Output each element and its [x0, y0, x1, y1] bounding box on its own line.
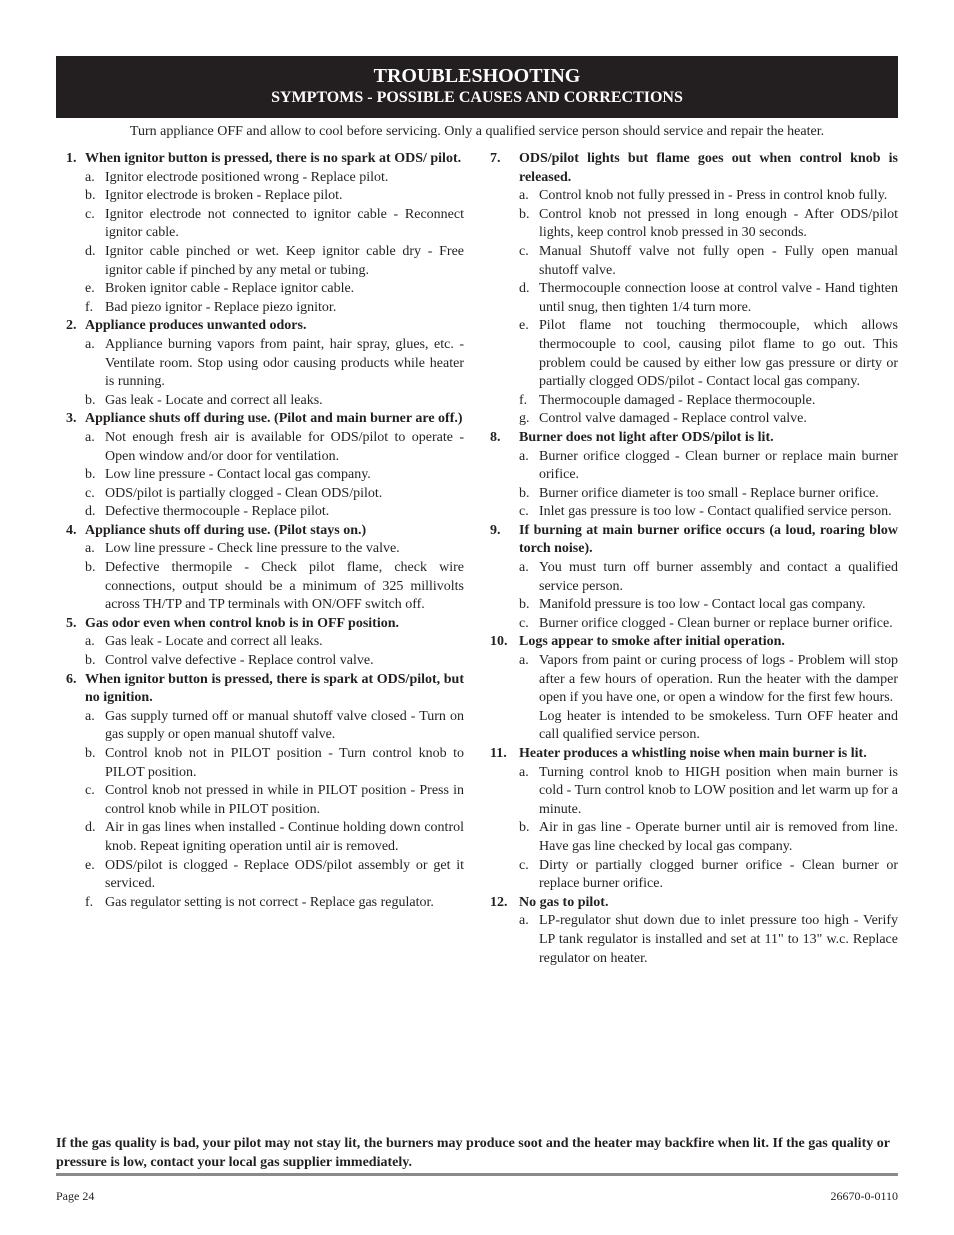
troubleshooting-section [56, 522, 464, 615]
item-text: Manifold pressure is too low - Contact local gas company. [539, 597, 866, 613]
item-letter: d. [85, 243, 96, 259]
section-number: 12. [490, 894, 508, 910]
cause-correction-item [85, 559, 464, 615]
item-text: Thermocouple connection loose at control valve - Hand tighten until snug, then tighten 1/4 turn more. [539, 281, 898, 315]
symptom-title: ODS/pilot lights but flame goes out when control knob is released. [519, 151, 898, 185]
cause-correction-item [519, 596, 898, 615]
troubleshooting-section [56, 317, 464, 410]
item-text: Gas leak - Locate and correct all leaks. [105, 634, 323, 650]
troubleshooting-section [490, 429, 898, 522]
section-number: 4. [66, 522, 77, 538]
cause-correction-item [85, 169, 464, 188]
cause-correction-item [519, 559, 898, 596]
item-text: Control knob not pressed in while in PILOT position - Press in control knob while in PILOT position. [105, 783, 464, 817]
item-letter: d. [519, 281, 530, 297]
cause-correction-item [519, 392, 898, 411]
item-text: Ignitor cable pinched or wet. Keep ignitor cable dry - Free ignitor cable if pinched by any metal or tubing. [105, 243, 464, 278]
item-text: Appliance burning vapors from paint, hair spray, glues, etc. - Ventilate room. Stop using odor causing products while heater is running. [105, 336, 464, 390]
section-number: 2. [66, 318, 77, 334]
page-title: TROUBLESHOOTING [373, 65, 581, 87]
item-text: Control valve damaged - Replace control valve. [539, 411, 807, 427]
section-number: 7. [490, 151, 501, 166]
cause-correction-item [519, 912, 898, 968]
cause-correction-item [519, 857, 898, 894]
cause-correction-item [85, 280, 464, 299]
cause-correction-item [519, 410, 898, 429]
item-text: Burner orifice clogged - Clean burner or replace burner orifice. [539, 615, 893, 631]
item-letter: b. [519, 485, 530, 501]
item-text: Low line pressure - Contact local gas company. [105, 467, 371, 483]
symptom-title: No gas to pilot. [519, 894, 609, 910]
troubleshooting-section [56, 671, 464, 913]
cause-correction-item [85, 652, 464, 671]
cause-correction-item [85, 540, 464, 559]
section-number: 3. [66, 411, 77, 427]
item-letter: a. [85, 429, 95, 445]
page-subtitle: SYMPTOMS - POSSIBLE CAUSES AND CORRECTIONS [271, 89, 683, 106]
troubleshooting-section [56, 615, 464, 671]
item-letter: c. [519, 243, 529, 259]
item-text: Inlet gas pressure is too low - Contact qualified service person. [539, 504, 892, 520]
item-letter: a. [85, 634, 95, 650]
symptom-title: Burner does not light after ODS/pilot is lit. [519, 429, 774, 445]
section-number: 5. [66, 615, 77, 631]
cause-correction-item [519, 206, 898, 243]
item-letter: a. [85, 541, 95, 557]
item-text: Low line pressure - Check line pressure to the valve. [105, 541, 400, 557]
item-letter: b. [519, 597, 530, 613]
item-letter: c. [519, 504, 529, 520]
cause-correction-item [519, 187, 898, 206]
item-letter: a. [85, 336, 95, 352]
footer-divider [56, 1173, 898, 1176]
section-number: 11. [490, 746, 507, 761]
item-text: Gas supply turned off or manual shutoff valve closed - Turn on gas supply or open manual shutoff valve. [105, 708, 464, 743]
item-letter: e. [85, 281, 95, 297]
troubleshooting-section [56, 410, 464, 522]
cause-correction-item [85, 336, 464, 392]
item-letter: b. [85, 392, 96, 408]
item-letter: b. [85, 560, 96, 576]
section-number: 8. [490, 429, 501, 445]
cause-correction-item [85, 857, 464, 894]
section-number: 1. [66, 151, 77, 166]
item-text: Burner orifice diameter is too small - Replace burner orifice. [539, 485, 879, 501]
page-header [56, 56, 898, 118]
cause-correction-item [85, 187, 464, 206]
item-letter: d. [85, 504, 96, 520]
cause-correction-item [85, 782, 464, 819]
item-letter: b. [85, 746, 96, 761]
troubleshooting-section [490, 150, 898, 429]
intro-text: Turn appliance OFF and allow to cool before servicing. Only a qualified service person should service and repair the heater. [129, 124, 825, 139]
item-text: Gas regulator setting is not correct - Replace gas regulator. [105, 894, 434, 910]
item-text: Manual Shutoff valve not fully open - Fully open manual shutoff valve. [539, 243, 898, 278]
cause-correction-item [519, 819, 898, 856]
item-letter: b. [519, 820, 530, 836]
cause-correction-item [85, 745, 464, 782]
troubleshooting-section [490, 522, 898, 634]
item-letter: a. [519, 913, 529, 929]
troubleshooting-section [490, 745, 898, 894]
item-text: Ignitor electrode positioned wrong - Replace pilot. [105, 169, 389, 185]
cause-correction-item [519, 317, 898, 391]
item-text: Control knob not pressed in long enough - After ODS/pilot lights, keep control knob pressed in 30 seconds. [539, 206, 898, 241]
section-number: 9. [490, 522, 501, 538]
item-letter: d. [85, 820, 96, 836]
item-letter: a. [85, 169, 95, 185]
symptom-title: Appliance produces unwanted odors. [85, 318, 307, 334]
section-number: 10. [490, 634, 508, 650]
symptom-title: When ignitor button is pressed, there is spark at ODS/pilot, but no ignition. [85, 671, 464, 706]
section-number: 6. [66, 671, 77, 687]
symptom-title: When ignitor button is pressed, there is no spark at ODS/ pilot. [85, 151, 462, 166]
item-text: You must turn off burner assembly and contact a qualified service person. [539, 560, 898, 594]
cause-correction-item [85, 466, 464, 485]
item-text: Air in gas lines when installed - Continue holding down control knob. Repeat igniting operation until air is removed. [105, 820, 464, 854]
item-letter: a. [519, 764, 529, 780]
item-text: Turning control knob to HIGH position when main burner is cold - Turn control knob to LOW position and let warm up for a minute. [539, 764, 898, 817]
item-letter: b. [85, 467, 96, 483]
symptom-title: If burning at main burner orifice occurs (a loud, roaring blow torch noise). [519, 522, 898, 557]
item-note: Log heater is intended to be smokeless. Turn OFF heater and call qualified service person. [539, 708, 898, 743]
item-letter: b. [85, 188, 96, 204]
cause-correction-item [85, 894, 464, 913]
item-letter: c. [85, 485, 95, 501]
item-letter: a. [519, 560, 529, 576]
cause-correction-item [85, 485, 464, 504]
item-text: Dirty or partially clogged burner orifice - Clean burner or replace burner orifice. [539, 857, 898, 892]
cause-correction-item [519, 764, 898, 820]
item-text: Ignitor electrode not connected to ignitor cable - Reconnect ignitor cable. [105, 206, 464, 241]
item-text: Vapors from paint or curing process of logs - Problem will stop after a few hours of operation. Run the heater with the damper open if you have one, or open a window for the first few hours. [539, 653, 898, 706]
symptom-title: Gas odor even when control knob is in OFF position. [85, 615, 400, 631]
item-letter: a. [519, 448, 529, 464]
cause-correction-item [85, 503, 464, 522]
item-letter: c. [519, 857, 529, 873]
item-letter: f. [85, 894, 94, 910]
item-text: Control knob not fully pressed in - Press in control knob fully. [539, 188, 888, 204]
cause-correction-item [519, 280, 898, 317]
troubleshooting-section [490, 633, 898, 745]
cause-correction-item [519, 615, 898, 634]
item-text: Bad piezo ignitor - Replace piezo ignitor. [105, 299, 337, 315]
cause-correction-item [519, 503, 898, 522]
cause-correction-item [85, 819, 464, 856]
item-letter: a. [519, 188, 529, 204]
item-text: Defective thermopile - Check pilot flame, check wire connections, output should be a minimum of 325 millivolts across TH/TP and TP terminals with ON/OFF switch off. [105, 560, 464, 613]
item-text: Defective thermocouple - Replace pilot. [105, 504, 330, 520]
symptom-title: Appliance shuts off during use. (Pilot and main burner are off.) [85, 411, 463, 427]
symptom-title: Appliance shuts off during use. (Pilot stays on.) [85, 522, 367, 538]
item-text: LP-regulator shut down due to inlet pressure too high - Verify LP tank regulator is installed and set at 11" to 13" w.c. Replace regulator on heater. [539, 913, 898, 966]
cause-correction-item [519, 652, 898, 745]
item-text: ODS/pilot is partially clogged - Clean ODS/pilot. [105, 485, 383, 501]
item-text: Not enough fresh air is available for ODS/pilot to operate - Open window and/or door for ventilation. [105, 429, 464, 464]
item-letter: e. [85, 857, 95, 873]
item-text: Control knob not in PILOT position - Turn control knob to PILOT position. [105, 746, 464, 780]
item-text: ODS/pilot is clogged - Replace ODS/pilot assembly or get it serviced. [105, 857, 464, 892]
cause-correction-item [85, 392, 464, 411]
item-letter: c. [519, 615, 529, 631]
item-letter: b. [85, 653, 96, 669]
item-letter: c. [85, 206, 95, 222]
item-letter: c. [85, 783, 95, 799]
cause-correction-item [519, 485, 898, 504]
troubleshooting-section [490, 894, 898, 968]
left-column [56, 150, 464, 912]
item-letter: a. [519, 653, 529, 669]
symptom-title: Logs appear to smoke after initial operation. [519, 634, 785, 650]
item-letter: f. [85, 299, 94, 315]
page-number: Page 24 [56, 1189, 95, 1203]
item-text: Air in gas line - Operate burner until air is removed from line. Have gas line checked by local gas company. [539, 820, 898, 854]
item-letter: a. [85, 708, 95, 724]
troubleshooting-section [56, 150, 464, 317]
symptom-title: Heater produces a whistling noise when main burner is lit. [519, 746, 867, 761]
item-text: Control valve defective - Replace control valve. [105, 653, 374, 669]
cause-correction-item [85, 633, 464, 652]
cause-correction-item [85, 206, 464, 243]
document-number: 26670-0-0110 [830, 1189, 898, 1203]
item-text: Ignitor electrode is broken - Replace pilot. [105, 188, 343, 204]
cause-correction-item [519, 448, 898, 485]
item-letter: f. [519, 392, 528, 408]
item-text: Thermocouple damaged - Replace thermocouple. [539, 392, 816, 408]
cause-correction-item [519, 243, 898, 280]
cause-correction-item [85, 708, 464, 745]
item-letter: e. [519, 318, 529, 334]
item-letter: g. [519, 411, 530, 427]
item-text: Broken ignitor cable - Replace ignitor cable. [105, 281, 355, 297]
item-text: Gas leak - Locate and correct all leaks. [105, 392, 323, 408]
cause-correction-item [85, 243, 464, 280]
item-text: Pilot flame not touching thermocouple, which allows thermocouple to cool, causing pilot flame to go out. This problem could be caused by either low gas pressure or dirty or partially clogged ODS/pilot - Contact local gas company. [539, 318, 898, 390]
cause-correction-item [85, 429, 464, 466]
item-text: Burner orifice clogged - Clean burner or replace main burner orifice. [539, 448, 898, 483]
right-column [490, 150, 898, 968]
item-letter: b. [519, 206, 530, 222]
cause-correction-item [85, 299, 464, 318]
gas-quality-warning: If the gas quality is bad, your pilot may not stay lit, the burners may produce soot and the heater may backfire when lit. If the gas quality or pressure is low, contact your local gas supplier immediately. [56, 1136, 890, 1170]
